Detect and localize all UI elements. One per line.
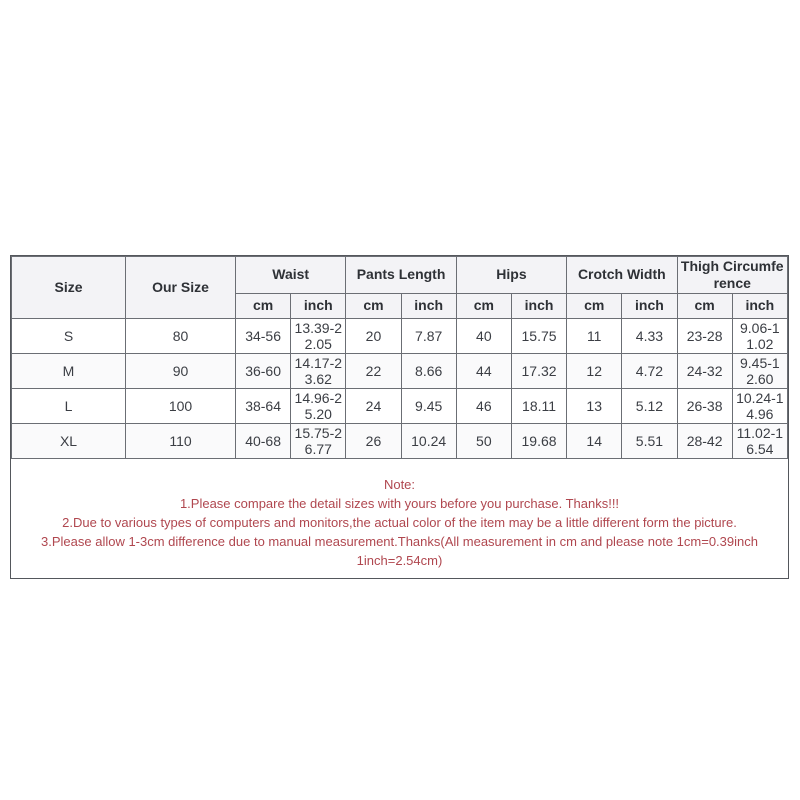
col-header-hips: Hips bbox=[456, 257, 566, 294]
cell-pants-cm: 22 bbox=[346, 353, 401, 388]
cell-thigh-inch: 10.24-14.96 bbox=[732, 388, 787, 423]
cell-size: M bbox=[12, 353, 126, 388]
unit-header-waist-inch: inch bbox=[291, 293, 346, 318]
cell-our-size: 90 bbox=[126, 353, 236, 388]
cell-crotch-inch: 5.12 bbox=[622, 388, 677, 423]
cell-hips-cm: 46 bbox=[456, 388, 511, 423]
cell-waist-inch: 14.96-25.20 bbox=[291, 388, 346, 423]
size-chart-table bbox=[11, 256, 788, 459]
cell-waist-cm: 36-60 bbox=[236, 353, 291, 388]
cell-waist-cm: 34-56 bbox=[236, 318, 291, 353]
note-line-1: 1.Please compare the detail sizes with yours before you purchase. Thanks!!! bbox=[179, 496, 620, 512]
table-row-l bbox=[12, 388, 788, 423]
unit-header-hips-cm: cm bbox=[456, 293, 511, 318]
unit-header-pants-cm: cm bbox=[346, 293, 401, 318]
cell-size: L bbox=[12, 388, 126, 423]
note-title: Note: bbox=[383, 477, 416, 493]
cell-our-size: 80 bbox=[126, 318, 236, 353]
cell-crotch-inch: 5.51 bbox=[622, 424, 677, 459]
table-row-m bbox=[12, 353, 788, 388]
cell-pants-cm: 20 bbox=[346, 318, 401, 353]
col-header-crotch-width: Crotch Width bbox=[567, 257, 677, 294]
cell-pants-inch: 9.45 bbox=[401, 388, 456, 423]
cell-waist-cm: 40-68 bbox=[236, 424, 291, 459]
cell-thigh-inch: 9.06-11.02 bbox=[732, 318, 787, 353]
col-header-thigh-circumference: Thigh Circumference bbox=[677, 257, 788, 294]
cell-pants-inch: 8.66 bbox=[401, 353, 456, 388]
col-header-size: Size bbox=[12, 257, 126, 319]
cell-thigh-cm: 24-32 bbox=[677, 353, 732, 388]
cell-hips-cm: 44 bbox=[456, 353, 511, 388]
cell-thigh-inch: 11.02-16.54 bbox=[732, 424, 787, 459]
unit-header-pants-inch: inch bbox=[401, 293, 456, 318]
cell-size: S bbox=[12, 318, 126, 353]
cell-crotch-inch: 4.33 bbox=[622, 318, 677, 353]
cell-waist-inch: 13.39-22.05 bbox=[291, 318, 346, 353]
unit-header-hips-inch: inch bbox=[511, 293, 566, 318]
note-line-2: 2.Due to various types of computers and monitors,the actual color of the item may be a little different form the picture. bbox=[62, 515, 737, 531]
cell-hips-inch: 18.11 bbox=[511, 388, 566, 423]
cell-waist-inch: 14.17-23.62 bbox=[291, 353, 346, 388]
cell-thigh-cm: 28-42 bbox=[677, 424, 732, 459]
cell-our-size: 100 bbox=[126, 388, 236, 423]
note-section bbox=[11, 459, 788, 578]
cell-crotch-cm: 12 bbox=[567, 353, 622, 388]
col-header-waist: Waist bbox=[236, 257, 346, 294]
cell-hips-inch: 19.68 bbox=[511, 424, 566, 459]
cell-pants-cm: 26 bbox=[346, 424, 401, 459]
cell-pants-cm: 24 bbox=[346, 388, 401, 423]
table-row-s bbox=[12, 318, 788, 353]
cell-crotch-inch: 4.72 bbox=[622, 353, 677, 388]
cell-hips-inch: 15.75 bbox=[511, 318, 566, 353]
cell-our-size: 110 bbox=[126, 424, 236, 459]
unit-header-thigh-inch: inch bbox=[732, 293, 787, 318]
table-row-xl bbox=[12, 424, 788, 459]
cell-pants-inch: 7.87 bbox=[401, 318, 456, 353]
unit-header-thigh-cm: cm bbox=[677, 293, 732, 318]
cell-waist-cm: 38-64 bbox=[236, 388, 291, 423]
cell-crotch-cm: 13 bbox=[567, 388, 622, 423]
col-header-our-size: Our Size bbox=[126, 257, 236, 319]
unit-header-waist-cm: cm bbox=[236, 293, 291, 318]
cell-thigh-cm: 26-38 bbox=[677, 388, 732, 423]
size-chart-sheet bbox=[10, 255, 789, 579]
col-header-pants-length: Pants Length bbox=[346, 257, 456, 294]
cell-hips-cm: 40 bbox=[456, 318, 511, 353]
cell-waist-inch: 15.75-26.77 bbox=[291, 424, 346, 459]
cell-thigh-cm: 23-28 bbox=[677, 318, 732, 353]
cell-size: XL bbox=[12, 424, 126, 459]
note-line-3: 3.Please allow 1-3cm difference due to manual measurement.Thanks(All measurement in cm and please note 1cm=0.39inch 1inch=2.54cm) bbox=[41, 534, 758, 569]
cell-hips-cm: 50 bbox=[456, 424, 511, 459]
cell-thigh-inch: 9.45-12.60 bbox=[732, 353, 787, 388]
unit-header-crotch-cm: cm bbox=[567, 293, 622, 318]
unit-header-crotch-inch: inch bbox=[622, 293, 677, 318]
cell-pants-inch: 10.24 bbox=[401, 424, 456, 459]
cell-crotch-cm: 14 bbox=[567, 424, 622, 459]
cell-crotch-cm: 11 bbox=[567, 318, 622, 353]
header-group-row bbox=[12, 257, 788, 294]
cell-hips-inch: 17.32 bbox=[511, 353, 566, 388]
